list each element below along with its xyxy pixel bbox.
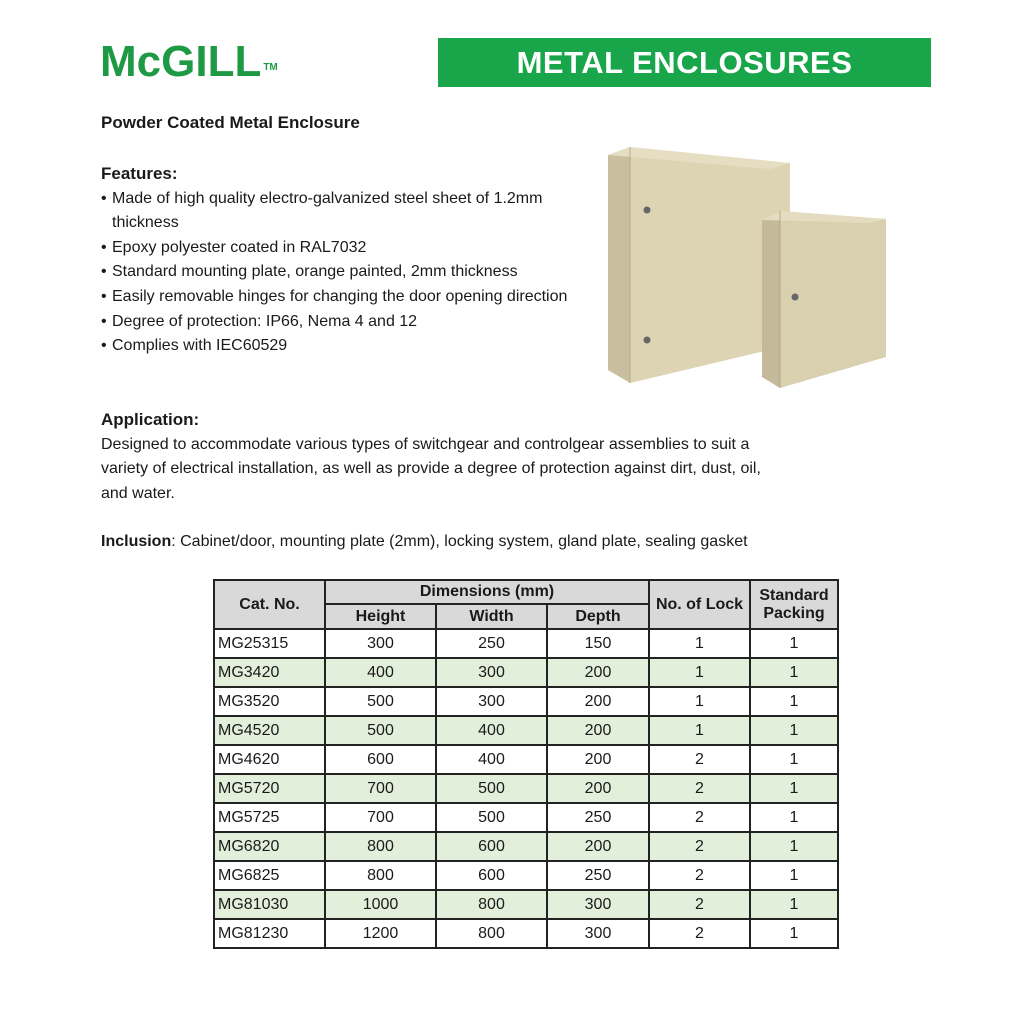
- cat-no-cell: MG81030: [214, 890, 325, 919]
- header-dimensions: Dimensions (mm): [325, 580, 649, 604]
- cat-no-cell: MG5725: [214, 803, 325, 832]
- feature-item: • Made of high quality electro-galvanized steel sheet of 1.2mm thickness: [101, 187, 571, 236]
- inclusion-text: : Cabinet/door, mounting plate (2mm), locking system, gland plate, sealing gasket: [171, 533, 748, 550]
- depth-cell: 300: [547, 919, 649, 948]
- depth-cell: 300: [547, 890, 649, 919]
- feature-item: • Complies with IEC60529: [101, 334, 571, 359]
- width-cell: 300: [436, 658, 547, 687]
- table-row: [214, 629, 838, 658]
- application-heading: Application:: [101, 410, 200, 429]
- lock-count-cell: 2: [649, 803, 750, 832]
- logo-text: McGILL: [100, 37, 262, 86]
- lock-count-cell: 2: [649, 861, 750, 890]
- lock-count-cell: 2: [649, 745, 750, 774]
- spec-table: [213, 579, 839, 949]
- cat-no-cell: MG4620: [214, 745, 325, 774]
- width-cell: 600: [436, 832, 547, 861]
- table-row: [214, 861, 838, 890]
- large-lock-top: [644, 207, 651, 214]
- cat-no-cell: MG4520: [214, 716, 325, 745]
- packing-cell: 1: [750, 629, 838, 658]
- width-cell: 400: [436, 745, 547, 774]
- table-row: [214, 745, 838, 774]
- lock-count-cell: 1: [649, 658, 750, 687]
- packing-cell: 1: [750, 919, 838, 948]
- width-cell: 600: [436, 861, 547, 890]
- spec-table-body: [214, 629, 838, 948]
- header-height: Height: [325, 604, 436, 629]
- cat-no-cell: MG6820: [214, 832, 325, 861]
- depth-cell: 200: [547, 832, 649, 861]
- width-cell: 250: [436, 629, 547, 658]
- packing-cell: 1: [750, 774, 838, 803]
- header-depth: Depth: [547, 604, 649, 629]
- height-cell: 1200: [325, 919, 436, 948]
- feature-item: • Degree of protection: IP66, Nema 4 and 12: [101, 310, 571, 335]
- trademark-mark: TM: [263, 62, 278, 73]
- small-enclosure-side: [762, 211, 780, 388]
- table-row: [214, 658, 838, 687]
- mcgill-logo: [100, 36, 278, 88]
- depth-cell: 250: [547, 803, 649, 832]
- large-lock-bottom: [644, 337, 651, 344]
- depth-cell: 200: [547, 687, 649, 716]
- packing-cell: 1: [750, 832, 838, 861]
- feature-item: • Standard mounting plate, orange painted, 2mm thickness: [101, 260, 571, 285]
- height-cell: 700: [325, 803, 436, 832]
- packing-cell: 1: [750, 687, 838, 716]
- cat-no-cell: MG81230: [214, 919, 325, 948]
- features-section: [101, 162, 571, 359]
- table-row: [214, 687, 838, 716]
- application-section: [101, 408, 761, 506]
- features-heading: Features:: [101, 164, 178, 183]
- depth-cell: 150: [547, 629, 649, 658]
- cat-no-cell: MG25315: [214, 629, 325, 658]
- feature-item: • Epoxy polyester coated in RAL7032: [101, 236, 571, 261]
- table-row: [214, 716, 838, 745]
- feature-item: • Easily removable hinges for changing the door opening direction: [101, 285, 571, 310]
- header-standard-packing: Standard Packing: [750, 580, 838, 629]
- lock-count-cell: 2: [649, 890, 750, 919]
- lock-count-cell: 1: [649, 716, 750, 745]
- height-cell: 700: [325, 774, 436, 803]
- cat-no-cell: MG5720: [214, 774, 325, 803]
- width-cell: 800: [436, 919, 547, 948]
- height-cell: 500: [325, 716, 436, 745]
- lock-count-cell: 2: [649, 919, 750, 948]
- packing-cell: 1: [750, 803, 838, 832]
- cat-no-cell: MG3520: [214, 687, 325, 716]
- features-list: [101, 187, 571, 359]
- enclosure-product-image: [600, 145, 890, 390]
- cat-no-cell: MG3420: [214, 658, 325, 687]
- height-cell: 400: [325, 658, 436, 687]
- depth-cell: 250: [547, 861, 649, 890]
- width-cell: 500: [436, 774, 547, 803]
- category-banner: METAL ENCLOSURES: [438, 38, 931, 87]
- width-cell: 400: [436, 716, 547, 745]
- lock-count-cell: 2: [649, 832, 750, 861]
- cat-no-cell: MG6825: [214, 861, 325, 890]
- height-cell: 800: [325, 832, 436, 861]
- depth-cell: 200: [547, 716, 649, 745]
- height-cell: 300: [325, 629, 436, 658]
- lock-count-cell: 1: [649, 629, 750, 658]
- packing-cell: 1: [750, 716, 838, 745]
- width-cell: 500: [436, 803, 547, 832]
- height-cell: 600: [325, 745, 436, 774]
- lock-count-cell: 2: [649, 774, 750, 803]
- inclusion-line: [101, 530, 748, 554]
- depth-cell: 200: [547, 745, 649, 774]
- table-row: [214, 890, 838, 919]
- large-enclosure-side: [608, 147, 630, 383]
- header-width: Width: [436, 604, 547, 629]
- height-cell: 500: [325, 687, 436, 716]
- packing-cell: 1: [750, 890, 838, 919]
- lock-count-cell: 1: [649, 687, 750, 716]
- table-row: [214, 919, 838, 948]
- table-row: [214, 832, 838, 861]
- packing-cell: 1: [750, 658, 838, 687]
- packing-cell: 1: [750, 745, 838, 774]
- product-title: Powder Coated Metal Enclosure: [101, 113, 360, 132]
- small-lock: [792, 294, 799, 301]
- table-row: [214, 803, 838, 832]
- header-cat-no: Cat. No.: [214, 580, 325, 629]
- inclusion-label: Inclusion: [101, 533, 172, 550]
- height-cell: 1000: [325, 890, 436, 919]
- packing-cell: 1: [750, 861, 838, 890]
- application-text: Designed to accommodate various types of switchgear and controlgear assemblies to suit a variety of electrical installation, as well as provide a degree of protection against dirt, dust, oil, and water.: [101, 435, 761, 502]
- width-cell: 300: [436, 687, 547, 716]
- width-cell: 800: [436, 890, 547, 919]
- header-no-of-lock: No. of Lock: [649, 580, 750, 629]
- depth-cell: 200: [547, 774, 649, 803]
- depth-cell: 200: [547, 658, 649, 687]
- table-row: [214, 774, 838, 803]
- height-cell: 800: [325, 861, 436, 890]
